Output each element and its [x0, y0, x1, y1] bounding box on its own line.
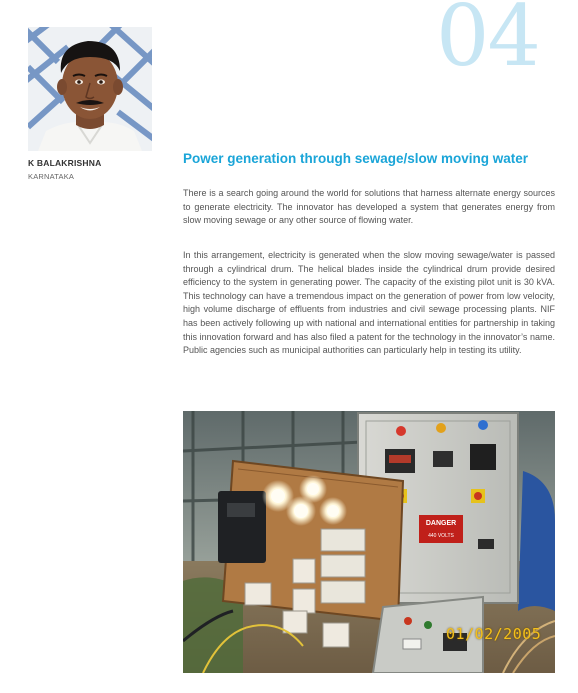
page-number: 04: [436, 0, 539, 85]
pilot-unit-photo: [183, 411, 555, 673]
danger-sign-text: DANGER: [425, 520, 457, 527]
photo-date-stamp: 01/02/2005: [446, 625, 542, 643]
portrait-image: [28, 27, 152, 151]
innovator-portrait: [28, 27, 152, 151]
innovator-name: K BALAKRISHNA: [28, 158, 102, 168]
innovator-state: KARNATAKA: [28, 172, 75, 181]
paragraph-details: In this arrangement, electricity is generated when the slow moving sewage/water is passed through a cylindrical drum. The helical blades inside the cylindrical drum provide desired efficiency to the system in generating power. The capacity of the existing pilot unit is 30 kVA. This technology can have a tremendous impact on the generation of power from low velocity, high volume discharge of effluents from industries and civil sewage processing plants. NIF has been actively following up with national and international entities for partnership in taking this innovation forward and has also filed a patent for the technology in the innovator’s name. Public agencies such as municipal authorities can particularly help in testing its utility.: [183, 250, 555, 356]
danger-sign-volts: 440 VOLTS: [428, 533, 454, 539]
paragraph-intro: There is a search going around the world for solutions that harness alternate energy sources to generate electricity. The innovator has developed a system that generates energy from slow moving sewage or any other source of flowing water.: [183, 188, 555, 226]
article-title: Power generation through sewage/slow moving water: [183, 151, 529, 166]
